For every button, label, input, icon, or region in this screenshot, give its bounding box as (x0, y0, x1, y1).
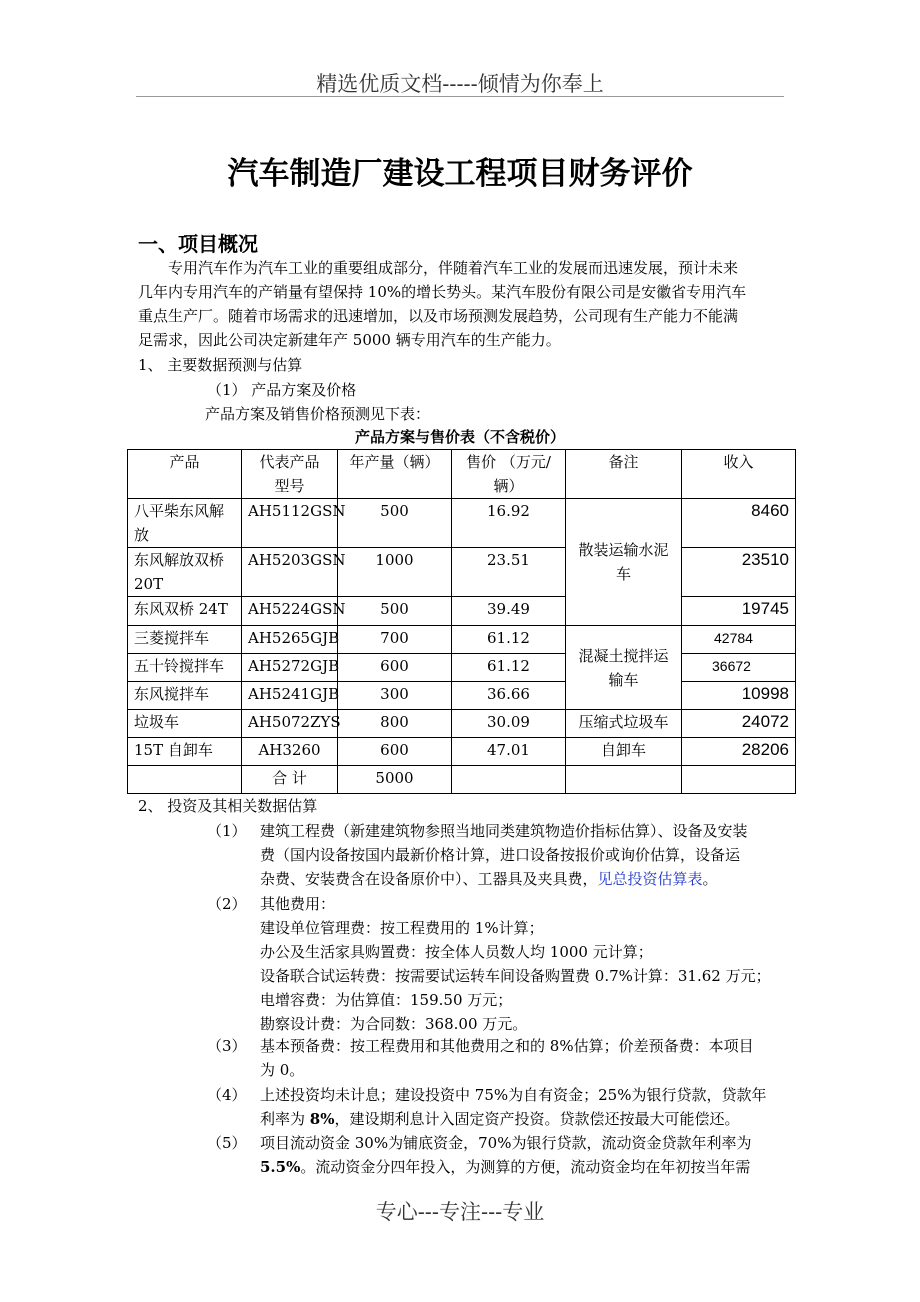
table-row (128, 710, 796, 738)
sub-item-1: （1） 产品方案及价格 (207, 381, 357, 399)
sub-item-1-text: 产品方案及销售价格预测见下表： (205, 405, 431, 423)
p4-line: 上述投资均未计息；建设投资中 75%为自有资金；25%为银行贷款，贷款年 (260, 1086, 767, 1104)
table-caption: 产品方案与售价表（不含税价） (354, 428, 565, 446)
p3-line: 基本预备费：按工程费用和其他费用之和的 8%估算；价差预备费：本项目 (260, 1037, 754, 1055)
cell-product: 五十铃搅拌车 (128, 654, 242, 682)
p4-rate: 8% (309, 1110, 335, 1128)
list-item-2: 2、 投资及其相关数据估算 (138, 797, 318, 815)
p3-number: （3） (207, 1037, 247, 1055)
cell-income: 23510 (682, 548, 796, 597)
table-row (128, 548, 796, 597)
product-line: 放 (134, 526, 150, 544)
p1-line: 费（国内设备按国内最新价格计算，进口设备按报价或询价估算，设备运 (260, 846, 741, 864)
col-header-price-l2: 辆） (493, 477, 524, 495)
header-divider (136, 96, 784, 97)
cell-model: AH5224GSN (242, 597, 338, 626)
cell-qty: 700 (338, 626, 452, 654)
cell-model: AH5203GSN (242, 548, 338, 597)
p5-text (260, 1131, 784, 1179)
cell-qty: 1000 (338, 548, 452, 597)
p5-rate: 5.5% (260, 1158, 301, 1176)
p2-line: 电增容费：为估算值：159.50 万元； (260, 991, 513, 1009)
cell-price: 36.66 (452, 682, 566, 710)
col-header-qty: 年产量（辆） (338, 450, 452, 499)
cell-model: AH5112GSN (242, 499, 338, 548)
p2-line: 办公及生活家具购置费：按全体人员数人均 1000 元计算； (260, 943, 653, 961)
p1-line: 建筑工程费（新建建筑物参照当地同类建筑物造价指标估算）、设备及安装 (260, 822, 748, 840)
cell-model: AH5265GJB (242, 626, 338, 654)
cell-price: 16.92 (452, 499, 566, 548)
col-header-model-l2: 型号 (274, 477, 305, 495)
list-item-1: 1、 主要数据预测与估算 (138, 356, 303, 374)
cell-income: 10998 (682, 682, 796, 710)
cell-income: 19745 (682, 597, 796, 626)
cell-note-group2 (566, 626, 682, 710)
product-line: 东风解放双桥 (134, 551, 225, 569)
table-row (128, 597, 796, 626)
cell-model: AH5241GJB (242, 682, 338, 710)
col-header-model (242, 450, 338, 499)
col-header-model-l1: 代表产品 (259, 453, 320, 471)
cell-empty (128, 766, 242, 794)
table-row (128, 682, 796, 710)
p5-number: （5） (207, 1134, 247, 1152)
p2-number: （2） (207, 895, 247, 913)
p3-line: 为 0。 (260, 1061, 305, 1079)
intro-line: 足需求，因此公司决定新建年产 5000 辆专用汽车的生产能力。 (138, 331, 561, 349)
investment-estimate-link[interactable]: 见总投资估算表 (597, 870, 703, 888)
cell-qty: 300 (338, 682, 452, 710)
p2-line: 建设单位管理费：按工程费用的 1%计算； (260, 919, 544, 937)
table-row (128, 626, 796, 654)
p1-text (260, 819, 784, 891)
product-line: 八平柴东风解 (134, 502, 225, 520)
section-heading-overview: 一、项目概况 (138, 232, 258, 256)
cell-income: 36672 (682, 654, 796, 682)
cell-model: AH3260 (242, 738, 338, 766)
col-header-price-l1: 售价 （万元/ (466, 453, 551, 471)
cell-income: 28206 (682, 738, 796, 766)
cell-price: 61.12 (452, 654, 566, 682)
cell-qty: 600 (338, 738, 452, 766)
col-header-price (452, 450, 566, 499)
intro-line: 几年内专用汽车的产销量有望保持 10%的增长势头。某汽车股份有限公司是安徽省专用汽车 (138, 283, 747, 301)
p2-line: 勘察设计费：为合同数：368.00 万元。 (260, 1015, 528, 1033)
p1-line (260, 867, 784, 891)
cell-product: 东风搅拌车 (128, 682, 242, 710)
cell-model: AH5072ZYS (242, 710, 338, 738)
cell-product: 垃圾车 (128, 710, 242, 738)
p4-line-a: 利率为 (260, 1110, 310, 1128)
cell-total-label: 合 计 (242, 766, 338, 794)
intro-line: 重点生产厂。随着市场需求的迅速增加，以及市场预测发展趋势，公司现有生产能力不能满 (138, 307, 739, 325)
p4-line-c: ，建设期利息计入固定资产投资。贷款偿还按最大可能偿还。 (334, 1110, 740, 1128)
cell-empty (682, 766, 796, 794)
cell-price: 61.12 (452, 626, 566, 654)
p1-line-text: 杂费、安装费含在设备原价中）、工器具及夹具费， (260, 870, 598, 888)
cell-model: AH5272GJB (242, 654, 338, 682)
cell-income: 24072 (682, 710, 796, 738)
cell-empty (452, 766, 566, 794)
table-total-row (128, 766, 796, 794)
cell-note-garbage: 压缩式垃圾车 (566, 710, 682, 738)
note-line: 车 (615, 565, 631, 583)
note-line: 输车 (608, 670, 639, 689)
note-line: 混凝土搅拌运 (578, 646, 669, 665)
cell-note-group1 (566, 499, 682, 626)
p3-text (260, 1034, 784, 1082)
p5-line: 项目流动资金 30%为铺底资金，70%为银行贷款，流动资金贷款年利率为 (260, 1134, 752, 1152)
table-row (128, 738, 796, 766)
page-footer: 专心---专注---专业 (375, 1200, 545, 1224)
cell-price: 23.51 (452, 548, 566, 597)
cell-qty: 800 (338, 710, 452, 738)
p4-line (260, 1107, 784, 1131)
cell-note-dump: 自卸车 (566, 738, 682, 766)
p2-line: 其他费用： (260, 895, 336, 913)
p4-text (260, 1083, 784, 1131)
intro-paragraph (138, 256, 784, 352)
cell-income: 42784 (682, 626, 796, 654)
cell-income: 8460 (682, 499, 796, 548)
table-row (128, 654, 796, 682)
note-line: 散装运输水泥 (578, 541, 669, 559)
document-title: 汽车制造厂建设工程项目财务评价 (227, 156, 693, 192)
p5-line (260, 1155, 784, 1179)
p1-line-end: 。 (702, 870, 718, 888)
cell-product: 15T 自卸车 (128, 738, 242, 766)
cell-price: 39.49 (452, 597, 566, 626)
cell-total-qty: 5000 (338, 766, 452, 794)
col-header-product: 产品 (128, 450, 242, 499)
cell-product: 三菱搅拌车 (128, 626, 242, 654)
cell-qty: 500 (338, 499, 452, 548)
cell-price: 47.01 (452, 738, 566, 766)
cell-product: 东风双桥 24T (128, 597, 242, 626)
p1-number: （1） (207, 822, 247, 840)
col-header-income: 收入 (682, 450, 796, 499)
col-header-note: 备注 (566, 450, 682, 499)
p2-line: 设备联合试运转费：按需要试运转车间设备购置费 0.7%计算：31.62 万元； (260, 967, 771, 985)
table-row (128, 499, 796, 548)
intro-line: 专用汽车作为汽车工业的重要组成部分，伴随着汽车工业的发展而迅速发展，预计未来 (168, 259, 739, 277)
p4-number: （4） (207, 1086, 247, 1104)
p5-line-b: 。流动资金分四年投入，为测算的方便，流动资金均在年初按当年需 (300, 1158, 751, 1176)
cell-qty: 500 (338, 597, 452, 626)
p2-text (260, 892, 790, 1036)
cell-product (128, 499, 242, 548)
product-price-table (127, 449, 796, 794)
cell-empty (566, 766, 682, 794)
cell-qty: 600 (338, 654, 452, 682)
cell-product (128, 548, 242, 597)
cell-price: 30.09 (452, 710, 566, 738)
product-line: 20T (134, 575, 164, 593)
table-header-row (128, 450, 796, 499)
page-header: 精选优质文档-----倾情为你奉上 (316, 72, 604, 96)
